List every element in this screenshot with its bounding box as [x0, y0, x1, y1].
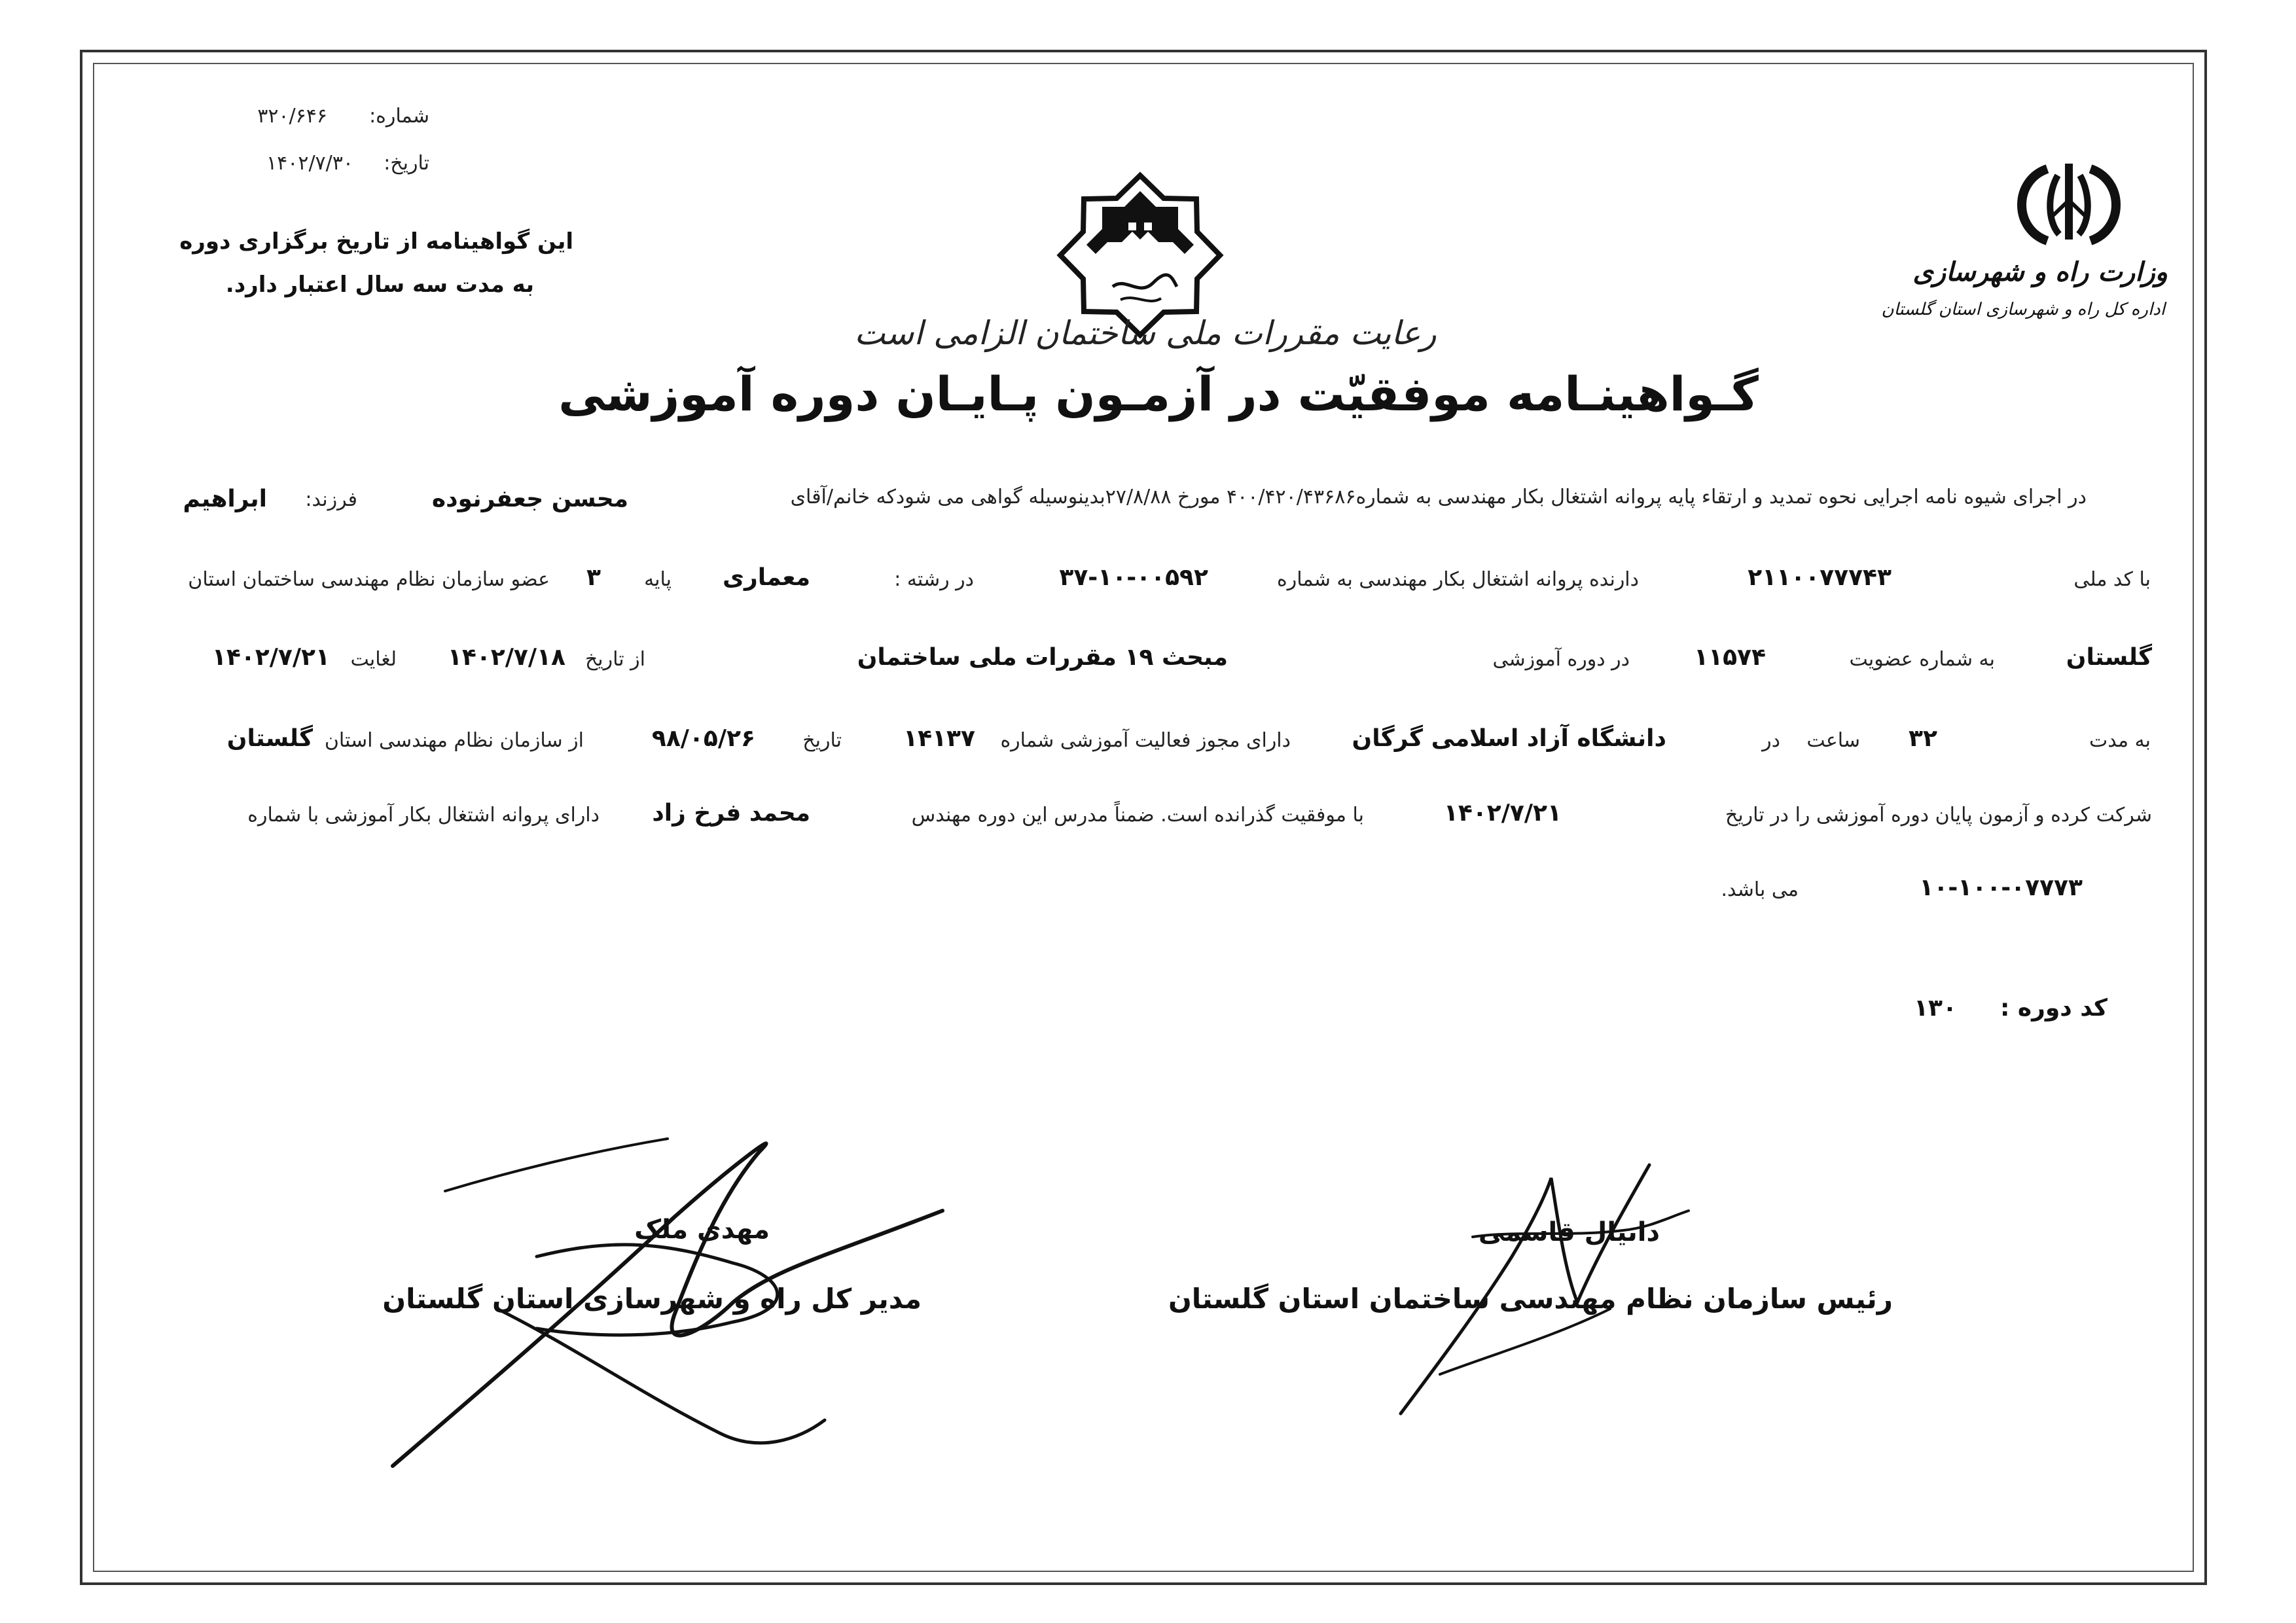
- validity-note: [179, 220, 573, 306]
- validity-line-2: به مدت سه سال اعتبار دارد.: [225, 272, 534, 298]
- intro-text: در اجرای شیوه نامه اجرایی نحوه تمدید و ارتقاء پایه پروانه اشتغال بکار مهندسی به شماره۴۰۰/۴۲۰/۴۳۶۸۶ مورخ ۲۷/۸/۸۸بدینوسیله گواهی می شودکه خانم/آقای: [790, 486, 2087, 508]
- ministry-name: وزارت راه و شهرسازی: [1912, 257, 2168, 287]
- member-label: عضو سازمان نظام مهندسی ساختمان استان: [188, 568, 550, 591]
- from-date-label: از تاریخ: [584, 648, 645, 671]
- number-value: ۳۲۰/۶۴۶: [257, 105, 327, 128]
- motto: رعایت مقررات ملی ساختمان الزامی است: [854, 314, 1437, 352]
- permit-date-label: تاریخ: [802, 729, 842, 752]
- to-date-label: لغایت: [350, 648, 397, 671]
- father-name: ابراهیم: [183, 486, 267, 512]
- instructor-name: محمد فرخ زاد: [652, 800, 810, 827]
- duration-label: به مدت: [2089, 729, 2151, 752]
- number-label: شماره:: [369, 105, 429, 128]
- national-code-value: ۲۱۱۰۰۷۷۷۴۳: [1748, 564, 1892, 591]
- field-value: معماری: [723, 564, 810, 591]
- university-name: دانشگاه آزاد اسلامی گرگان: [1352, 725, 1666, 752]
- field-label: در رشته :: [894, 568, 974, 591]
- holder-name: محسن جعفرنوده: [431, 486, 628, 512]
- iran-emblem-icon: [2007, 161, 2131, 246]
- to-date-value: ۱۴۰۲/۷/۲۱: [211, 644, 330, 671]
- instructor-license-label: دارای پروانه اشتغال بکار آموزشی با شماره: [247, 804, 600, 827]
- permit-date-value: ۹۸/۰۵/۲۶: [651, 725, 755, 752]
- date-value: ۱۴۰۲/۷/۳۰: [266, 152, 353, 175]
- completion-date: ۱۴۰۲/۷/۲۱: [1443, 800, 1562, 827]
- member-province: گلستان: [2066, 644, 2152, 671]
- ministry-office: اداره کل راه و شهرسازی استان گلستان: [1881, 300, 2165, 319]
- hours-label: ساعت: [1806, 729, 1860, 752]
- from-date-value: ۱۴۰۲/۷/۱۸: [447, 644, 565, 671]
- validity-line-1: این گواهینامه از تاریخ برگزاری دوره: [179, 228, 573, 255]
- license-label: دارنده پروانه اشتغال بکار مهندسی به شماره: [1277, 568, 1639, 591]
- left-signatory-name: مهدی ملک: [634, 1215, 770, 1245]
- right-signatory-name: دانیال قاسمی: [1478, 1217, 1660, 1247]
- from-org-label: از سازمان نظام مهندسی استان: [324, 729, 584, 752]
- license-suffix: می باشد.: [1721, 878, 1799, 901]
- course-label: در دوره آموزشی: [1492, 648, 1630, 671]
- hours-value: ۳۲: [1909, 725, 1937, 752]
- license-value: ۳۷-۱۰-۰۰۵۹۲: [1059, 564, 1208, 591]
- membership-label: به شماره عضویت: [1849, 648, 1995, 671]
- instructor-license-value: ۱۰-۱۰۰-۰۷۷۷۳: [1919, 874, 2083, 901]
- child-of-label: فرزند:: [305, 488, 357, 511]
- course-code-value: ۱۳۰: [1914, 995, 1957, 1022]
- org-province: گلستان: [226, 725, 313, 752]
- grade-value: ۳: [586, 564, 601, 591]
- course-value: مبحث ۱۹ مقررات ملی ساختمان: [857, 644, 1228, 671]
- grade-label: پایه: [644, 568, 672, 591]
- left-signatory-title: مدیر کل راه و شهرسازی استان گلستان: [382, 1283, 922, 1315]
- completion-text: شرکت کرده و آزمون پایان دوره آموزشی را در تاریخ: [1725, 804, 2152, 827]
- course-code-label: کد دوره :: [2000, 995, 2108, 1022]
- permit-value: ۱۴۱۳۷: [903, 725, 975, 752]
- national-code-label: با کد ملی: [2073, 568, 2151, 591]
- right-signatory-title: رئیس سازمان نظام مهندسی ساختمان استان گلستان: [1168, 1283, 1893, 1315]
- date-label: تاریخ:: [384, 152, 429, 175]
- membership-value: ۱۱۵۷۴: [1694, 644, 1766, 671]
- in-label: در: [1762, 729, 1780, 752]
- permit-label: دارای مجوز فعالیت آموزشی شماره: [1000, 729, 1291, 752]
- passed-text: با موفقیت گذرانده است. ضمناً مدرس این دوره مهندس: [911, 804, 1364, 827]
- certificate-title: گـواهینـامه موفقیّت در آزمـون پـایـان دوره آموزشی: [558, 366, 1759, 421]
